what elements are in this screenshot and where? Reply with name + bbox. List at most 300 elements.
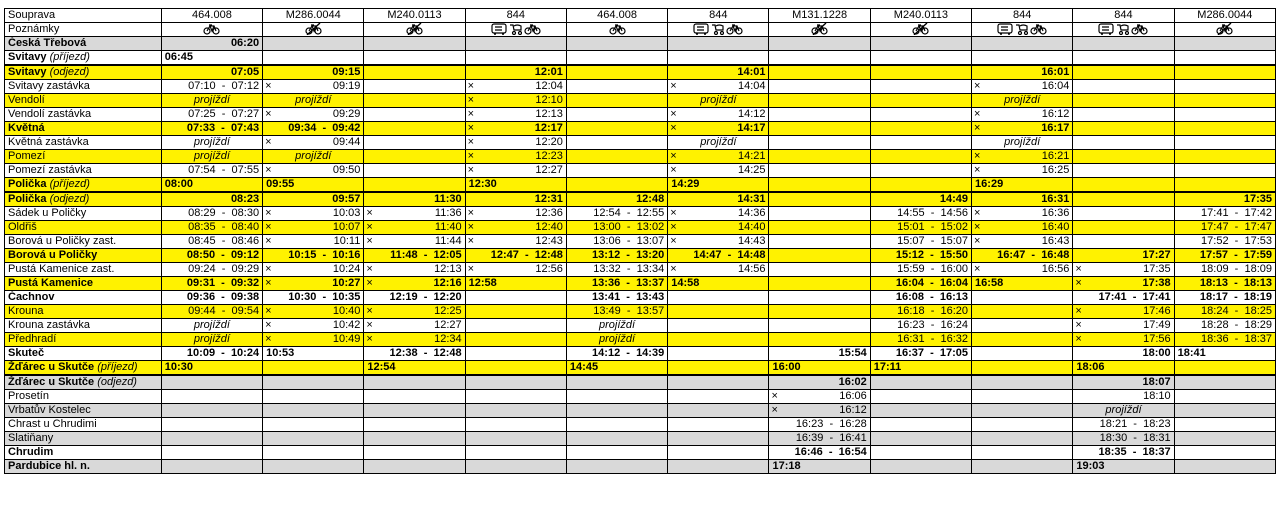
time-cell (769, 333, 870, 347)
time-cell (161, 375, 262, 390)
time-cell (161, 122, 262, 136)
time-cell (161, 390, 262, 404)
time-value: 16:29 (975, 178, 1004, 190)
row-svitavy-prijezd (5, 51, 1276, 66)
time-value: 14:43 (737, 235, 766, 247)
time-value: 14:49 (939, 193, 969, 205)
time-value: 12:20 (535, 136, 563, 148)
time-cell (364, 164, 465, 178)
time-cell (668, 390, 769, 404)
time-value: 14:45 (569, 361, 599, 373)
time-value: 12:13 (535, 108, 563, 120)
time-value: 08:00 (164, 178, 193, 190)
time-cell (1073, 136, 1174, 150)
time-cell (566, 122, 667, 136)
row-policka-odjezd (5, 192, 1276, 207)
time-value: 14:40 (737, 221, 766, 233)
station-name (5, 404, 162, 418)
stroller-icon (508, 23, 523, 35)
time-cell (1174, 136, 1275, 150)
time-value: 18:10 (1143, 390, 1171, 402)
time-cell (870, 122, 971, 136)
time-cell (870, 446, 971, 460)
time-cell (668, 178, 769, 193)
time-cell (668, 446, 769, 460)
time-cell (263, 361, 364, 376)
row-pardubice-hl-n (5, 460, 1276, 474)
time-cell (566, 460, 667, 474)
time-value: 11:48 - 12:05 (390, 249, 462, 261)
row-pomezi-zastavka (5, 164, 1276, 178)
time-cell (1073, 51, 1174, 66)
request-stop-mark: × (974, 122, 981, 134)
time-value: 12:19 - 12:20 (389, 291, 462, 303)
time-cell (1073, 460, 1174, 474)
train-number: 844 (1073, 9, 1174, 23)
time-cell (870, 361, 971, 376)
row-slatinany (5, 432, 1276, 446)
time-cell (668, 150, 769, 164)
time-cell (1073, 108, 1174, 122)
time-cell (364, 178, 465, 193)
request-stop-mark: × (670, 164, 677, 176)
time-cell (465, 361, 566, 376)
station-label: Chrudim (8, 446, 54, 458)
time-cell (870, 51, 971, 66)
station-label: Polička (8, 178, 47, 190)
time-cell (263, 305, 364, 319)
request-stop-mark: × (1075, 305, 1082, 317)
time-cell (1174, 263, 1275, 277)
time-cell (1073, 221, 1174, 235)
time-cell (364, 347, 465, 361)
time-cell (465, 51, 566, 66)
time-value: 18:07 (1142, 376, 1171, 388)
time-cell (465, 263, 566, 277)
time-value: 14:55 - 14:56 (897, 207, 969, 219)
time-value: 16:56 (1041, 263, 1070, 275)
time-cell (465, 207, 566, 221)
time-value: 16:40 (1041, 221, 1070, 233)
time-cell (566, 51, 667, 66)
station-suffix: (příjezd) (49, 178, 90, 190)
notes-label: Poznámky (5, 23, 162, 37)
time-cell (1073, 80, 1174, 94)
time-cell (263, 347, 364, 361)
time-value: 11:30 (434, 193, 462, 205)
time-cell (668, 207, 769, 221)
time-cell (1174, 122, 1275, 136)
time-value: 14:56 (737, 263, 766, 275)
station-name (5, 375, 162, 390)
time-cell (161, 94, 262, 108)
time-value: 12:13 (434, 263, 462, 275)
passes-through-label: projíždí (193, 94, 230, 106)
station-name (5, 178, 162, 193)
time-cell (1174, 319, 1275, 333)
time-cell (769, 164, 870, 178)
time-cell (566, 277, 667, 291)
time-value: 16:17 (1041, 122, 1070, 134)
time-value: 18:21 - 18:23 (1099, 418, 1171, 430)
time-cell (870, 418, 971, 432)
wheelchair-icon (692, 23, 710, 35)
time-cell (263, 51, 364, 66)
time-cell (972, 235, 1073, 249)
time-value: 12:48 (636, 193, 665, 205)
time-value: 17:38 (1142, 277, 1171, 289)
time-value: 12:58 (468, 277, 497, 289)
time-cell (972, 249, 1073, 263)
station-suffix: (příjezd) (49, 51, 90, 63)
time-cell (364, 150, 465, 164)
station-suffix: (odjezd) (97, 376, 137, 388)
time-cell (668, 404, 769, 418)
station-name (5, 94, 162, 108)
request-stop-mark: × (1075, 319, 1082, 331)
time-cell (870, 404, 971, 418)
time-cell (465, 277, 566, 291)
wheelchair-icon (1097, 23, 1115, 35)
row-borova-u-policky-zast (5, 235, 1276, 249)
time-cell (1073, 361, 1174, 376)
request-stop-mark: × (974, 235, 981, 247)
time-value: 16:18 - 16:20 (897, 305, 969, 317)
train-number: M240.0113 (364, 9, 465, 23)
time-cell (566, 305, 667, 319)
time-cell (1073, 235, 1174, 249)
passes-through-label: projíždí (700, 94, 737, 106)
time-cell (1174, 460, 1275, 474)
time-cell (263, 192, 364, 207)
time-value: 13:49 - 13:57 (593, 305, 665, 317)
time-value: 10:30 (164, 361, 193, 373)
station-name (5, 192, 162, 207)
notes-cell (465, 23, 566, 37)
time-cell (364, 375, 465, 390)
row-predhradi (5, 333, 1276, 347)
notes-cell (1073, 23, 1174, 37)
time-cell (870, 305, 971, 319)
time-value: 17:56 (1143, 333, 1171, 345)
passes-through-label: projíždí (700, 136, 737, 148)
time-cell (1073, 65, 1174, 80)
train-number: M286.0044 (1174, 9, 1275, 23)
time-cell (364, 305, 465, 319)
time-cell (161, 136, 262, 150)
passes-through-label: projíždí (193, 333, 230, 345)
notes-cell (161, 23, 262, 37)
time-cell (769, 150, 870, 164)
time-value: 10:09 - 10:24 (186, 347, 260, 359)
time-value: 18:30 - 18:31 (1099, 432, 1171, 444)
station-label: Sádek u Poličky (8, 207, 87, 219)
row-kvetna (5, 122, 1276, 136)
time-cell (668, 361, 769, 376)
passes-through-label: projíždí (193, 150, 230, 162)
station-name (5, 207, 162, 221)
request-stop-mark: × (467, 80, 475, 92)
time-value: 12:40 (535, 221, 563, 233)
time-cell (465, 122, 566, 136)
station-label: Slatiňany (8, 432, 54, 444)
time-value: 17:35 (1243, 193, 1272, 205)
time-value: 12:54 (367, 361, 396, 373)
time-value: 12:27 (535, 164, 563, 176)
time-cell (769, 305, 870, 319)
time-value: 12:47 - 12:48 (490, 249, 563, 261)
time-cell (972, 65, 1073, 80)
time-cell (161, 178, 262, 193)
time-value: 17:46 (1143, 305, 1171, 317)
time-value: 18:36 - 18:37 (1201, 333, 1272, 345)
time-value: 14:58 (671, 277, 700, 289)
notes-cell (668, 23, 769, 37)
time-cell (465, 249, 566, 263)
time-cell (1174, 361, 1275, 376)
request-stop-mark: × (265, 108, 272, 120)
time-cell (566, 375, 667, 390)
time-cell (668, 291, 769, 305)
row-krouna (5, 305, 1276, 319)
row-svitavy-odjezd (5, 65, 1276, 80)
time-cell (364, 263, 465, 277)
time-cell (263, 460, 364, 474)
time-cell (566, 80, 667, 94)
time-cell (870, 319, 971, 333)
time-value: 14:25 (737, 164, 766, 176)
time-cell (364, 65, 465, 80)
request-stop-mark: × (366, 319, 373, 331)
stroller-icon (1014, 23, 1029, 35)
row-sadek-u-policky (5, 207, 1276, 221)
station-name (5, 65, 162, 80)
time-value: 16:08 - 16:13 (895, 291, 969, 303)
time-value: 14:21 (737, 150, 766, 162)
time-cell (1174, 108, 1275, 122)
time-cell (870, 235, 971, 249)
time-cell (1174, 249, 1275, 263)
time-cell (364, 319, 465, 333)
station-label: Oldřiš (8, 221, 37, 233)
station-name (5, 108, 162, 122)
station-name (5, 263, 162, 277)
time-cell (870, 432, 971, 446)
time-cell (566, 94, 667, 108)
time-cell (972, 333, 1073, 347)
time-cell (263, 164, 364, 178)
time-value: 12:10 (535, 94, 563, 106)
time-cell (1073, 277, 1174, 291)
time-value: 10:30 - 10:35 (288, 291, 361, 303)
notes-cell (263, 23, 364, 37)
time-value: 16:04 (1041, 80, 1070, 92)
time-value: 10:49 (332, 333, 361, 345)
bicycle-icon (725, 23, 744, 35)
request-stop-mark: × (670, 122, 677, 134)
time-cell (1174, 150, 1275, 164)
time-value: 10:42 (332, 319, 361, 331)
time-cell (566, 333, 667, 347)
time-cell (566, 404, 667, 418)
time-cell (769, 249, 870, 263)
time-value: 18:41 (1177, 347, 1206, 359)
time-cell (566, 446, 667, 460)
station-suffix: (odjezd) (49, 66, 90, 78)
station-label: Borová u Poličky zast. (8, 235, 117, 247)
time-cell (465, 235, 566, 249)
time-cell (263, 404, 364, 418)
time-cell (668, 80, 769, 94)
time-cell (161, 361, 262, 376)
time-cell (972, 404, 1073, 418)
request-stop-mark: × (670, 263, 677, 275)
time-cell (769, 80, 870, 94)
time-cell (769, 108, 870, 122)
passes-through-label: projíždí (295, 94, 332, 106)
time-cell (972, 375, 1073, 390)
time-cell (566, 361, 667, 376)
time-value: 15:07 - 15:07 (897, 235, 969, 247)
station-name (5, 418, 162, 432)
time-value: 17:27 (1142, 249, 1171, 261)
time-cell (161, 432, 262, 446)
request-stop-mark: × (265, 319, 272, 331)
time-cell (364, 432, 465, 446)
time-value: 12:54 - 12:55 (593, 207, 665, 219)
time-cell (465, 192, 566, 207)
time-cell (668, 192, 769, 207)
time-value: 16:23 - 16:28 (795, 418, 867, 430)
time-value: 16:12 (839, 404, 867, 416)
time-cell (263, 277, 364, 291)
time-value: 13:32 - 13:34 (593, 263, 665, 275)
time-cell (972, 305, 1073, 319)
station-label: Polička (8, 193, 47, 205)
time-cell (972, 80, 1073, 94)
time-cell (364, 51, 465, 66)
request-stop-mark: × (1075, 333, 1082, 345)
time-cell (364, 122, 465, 136)
passes-through-label: projíždí (1004, 136, 1041, 148)
time-cell (1174, 207, 1275, 221)
time-cell (161, 404, 262, 418)
time-cell (161, 192, 262, 207)
station-name (5, 122, 162, 136)
station-label: Česká Třebová (8, 37, 87, 49)
time-cell (566, 432, 667, 446)
time-cell (566, 207, 667, 221)
time-cell (870, 65, 971, 80)
time-cell (161, 51, 262, 66)
time-value: 09:19 (332, 80, 361, 92)
time-value: 12:23 (535, 150, 563, 162)
time-cell (972, 263, 1073, 277)
time-value: 12:43 (535, 235, 563, 247)
time-cell (263, 418, 364, 432)
bicycle-icon (1029, 23, 1048, 35)
time-cell (972, 319, 1073, 333)
passes-through-label: projíždí (295, 150, 332, 162)
time-cell (465, 136, 566, 150)
no-bicycle-icon (304, 23, 323, 35)
row-cachnov (5, 291, 1276, 305)
time-value: 14:31 (737, 193, 766, 205)
time-value: 09:50 (332, 164, 361, 176)
time-cell (465, 333, 566, 347)
time-cell (1174, 404, 1275, 418)
row-vrbatuv-kostelec (5, 404, 1276, 418)
time-cell (364, 37, 465, 51)
time-value: 16:39 - 16:41 (795, 432, 867, 444)
time-cell (1174, 235, 1275, 249)
passes-through-label: projíždí (599, 333, 636, 345)
wheelchair-icon (490, 23, 508, 35)
request-stop-mark: × (467, 207, 475, 219)
station-name (5, 460, 162, 474)
request-stop-mark: × (1075, 263, 1082, 275)
station-name (5, 291, 162, 305)
time-value: 12:04 (535, 80, 563, 92)
time-cell (364, 207, 465, 221)
time-cell (1174, 221, 1275, 235)
time-cell (1073, 94, 1174, 108)
time-cell (972, 164, 1073, 178)
time-cell (566, 390, 667, 404)
request-stop-mark: × (467, 108, 475, 120)
time-cell (465, 291, 566, 305)
station-label: Vendolí (8, 94, 45, 106)
time-cell (870, 390, 971, 404)
time-cell (263, 65, 364, 80)
time-cell (668, 263, 769, 277)
time-cell (668, 347, 769, 361)
no-bicycle-icon (405, 23, 424, 35)
time-cell (566, 37, 667, 51)
time-cell (465, 390, 566, 404)
row-vendoli (5, 94, 1276, 108)
request-stop-mark: × (467, 136, 475, 148)
time-cell (870, 291, 971, 305)
time-cell (769, 235, 870, 249)
time-cell (263, 221, 364, 235)
time-cell (263, 432, 364, 446)
time-value: 10:11 (333, 235, 361, 247)
request-stop-mark: × (366, 333, 373, 345)
time-value: 14:47 - 14:48 (693, 249, 766, 261)
time-cell (769, 432, 870, 446)
notes-cell (1174, 23, 1275, 37)
time-value: 13:12 - 13:20 (592, 249, 665, 261)
time-cell (668, 108, 769, 122)
station-label: Květná (8, 122, 45, 134)
time-cell (566, 221, 667, 235)
time-cell (1073, 291, 1174, 305)
train-number: 464.008 (161, 9, 262, 23)
time-cell (1073, 164, 1174, 178)
time-cell (870, 333, 971, 347)
time-cell (1073, 347, 1174, 361)
time-cell (1073, 375, 1174, 390)
time-value: 07:05 (230, 66, 260, 78)
time-value: 16:46 - 16:54 (794, 446, 867, 458)
time-value: 08:29 - 08:30 (188, 207, 260, 219)
time-value: 17:49 (1143, 319, 1171, 331)
time-value: 18:00 (1142, 347, 1171, 359)
time-value: 12:38 - 12:48 (389, 347, 462, 359)
time-cell (972, 51, 1073, 66)
time-cell (465, 404, 566, 418)
